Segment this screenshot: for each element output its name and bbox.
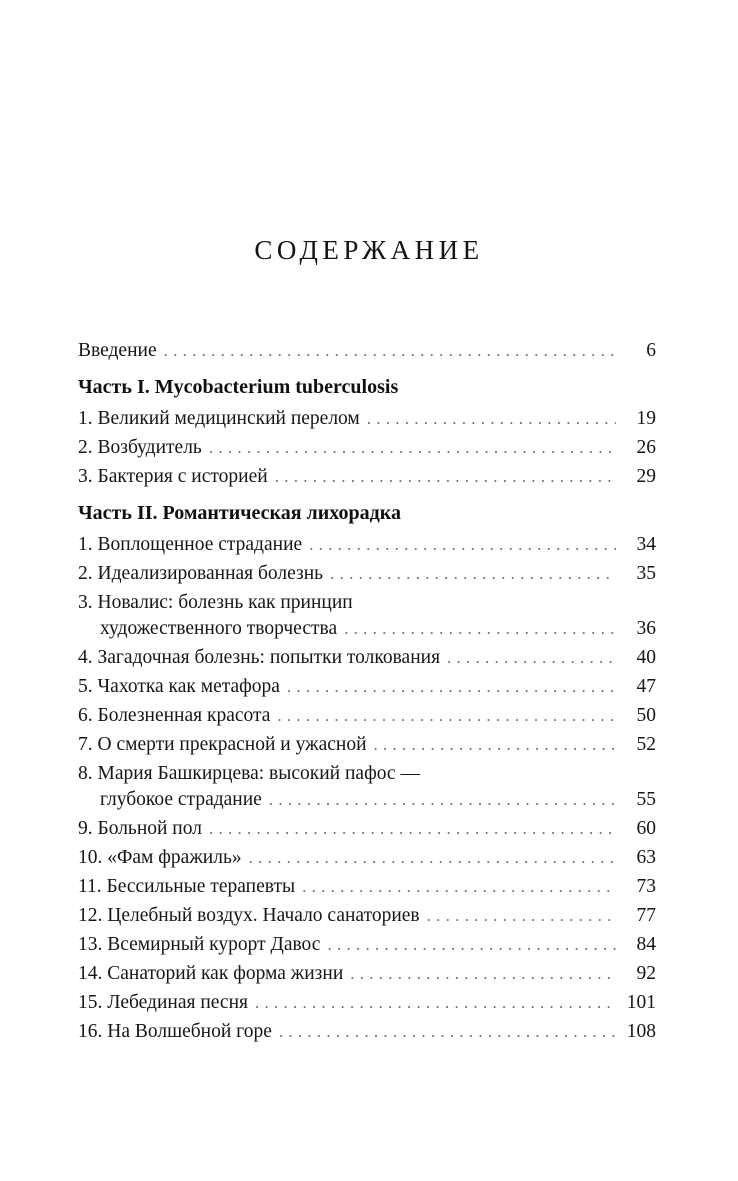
entry-page-number: 34 <box>636 533 656 555</box>
entry-page-number: 26 <box>636 436 656 458</box>
toc-entry <box>78 433 656 462</box>
toc-entry <box>78 530 656 559</box>
toc-entry <box>78 759 656 812</box>
dot-leader <box>344 617 616 641</box>
toc-entry <box>78 988 656 1017</box>
dot-leader <box>164 336 616 365</box>
entry-label: Целебный воздух. Начало санаториев <box>107 904 420 926</box>
table-of-contents <box>78 336 656 1046</box>
toc-entry-intro <box>78 336 656 365</box>
entry-label-continued: глубокое страдание <box>100 788 262 810</box>
entry-page-number: 19 <box>636 407 656 429</box>
entry-page-number: 52 <box>636 733 656 755</box>
dot-leader <box>367 404 616 433</box>
dot-leader <box>302 872 616 901</box>
entry-page-number: 50 <box>636 704 656 726</box>
entry-number: 13. <box>78 933 103 955</box>
entry-page-number: 63 <box>636 846 656 868</box>
dot-leader <box>279 1017 616 1046</box>
entry-label: Всемирный курорт Давос <box>107 933 321 955</box>
dot-leader <box>209 814 616 843</box>
entry-number: 6. <box>78 704 93 726</box>
entry-number: 8. <box>78 762 93 784</box>
entry-label: Чахотка как метафора <box>97 675 280 697</box>
entry-line-1 <box>78 588 656 617</box>
entry-page-number: 6 <box>646 339 656 361</box>
part-heading-2: Часть II. Романтическая лихорадка <box>78 501 401 524</box>
entry-number: 11. <box>78 875 102 897</box>
entry-label: Болезненная красота <box>97 704 271 726</box>
dot-leader <box>309 530 616 559</box>
toc-entry <box>78 814 656 843</box>
entry-page-number: 73 <box>636 875 656 897</box>
entry-label: Воплощенное страдание <box>97 533 303 555</box>
entry-label: Лебединая песня <box>107 991 248 1013</box>
entry-page-number: 40 <box>636 646 656 668</box>
entry-label: Введение <box>78 339 157 361</box>
entry-label: Великий медицинский перелом <box>97 407 360 429</box>
entry-label: Загадочная болезнь: попытки толкования <box>97 646 441 668</box>
dot-leader <box>327 930 616 959</box>
entry-page-number: 60 <box>636 817 656 839</box>
entry-number: 12. <box>78 904 103 926</box>
entry-page-number: 92 <box>636 962 656 984</box>
toc-entry <box>78 462 656 491</box>
dot-leader <box>350 959 616 988</box>
entry-number: 5. <box>78 675 93 697</box>
entry-label: Мария Башкирцева: высокий пафос — <box>97 762 420 784</box>
toc-entry <box>78 959 656 988</box>
entry-number: 3. <box>78 465 93 487</box>
entry-label: О смерти прекрасной и ужасной <box>97 733 367 755</box>
dot-leader <box>269 788 616 812</box>
toc-entry <box>78 730 656 759</box>
entry-label-continued: художественного творчества <box>100 617 338 639</box>
dot-leader <box>255 988 616 1017</box>
entry-label: «Фам фражиль» <box>107 846 242 868</box>
entry-number: 15. <box>78 991 103 1013</box>
entry-number: 3. <box>78 591 93 613</box>
entry-number: 2. <box>78 562 93 584</box>
dot-leader <box>275 462 616 491</box>
entry-number: 1. <box>78 533 93 555</box>
dot-leader <box>330 559 616 588</box>
entry-page-number: 84 <box>636 933 656 955</box>
entry-line-2 <box>100 617 656 641</box>
toc-entry <box>78 843 656 872</box>
entry-label: На Волшебной горе <box>107 1020 272 1042</box>
entry-label: Бактерия с историей <box>97 465 268 487</box>
entry-label: Идеализированная болезнь <box>97 562 324 584</box>
entry-number: 9. <box>78 817 93 839</box>
entry-page-number: 36 <box>636 617 656 639</box>
entry-page-number: 55 <box>636 788 656 810</box>
toc-entry <box>78 559 656 588</box>
toc-entry <box>78 588 656 641</box>
toc-entry <box>78 672 656 701</box>
entry-label: Возбудитель <box>97 436 202 458</box>
toc-entry <box>78 404 656 433</box>
entry-page-number: 47 <box>636 675 656 697</box>
dot-leader <box>287 672 616 701</box>
toc-entry <box>78 872 656 901</box>
entry-page-number: 108 <box>626 1020 656 1042</box>
entry-label: Больной пол <box>97 817 202 839</box>
dot-leader <box>277 701 616 730</box>
dot-leader <box>374 730 616 759</box>
entry-page-number: 35 <box>636 562 656 584</box>
entry-page-number: 29 <box>636 465 656 487</box>
entry-line-1 <box>78 759 656 788</box>
entry-number: 14. <box>78 962 103 984</box>
entry-label: Новалис: болезнь как принцип <box>97 591 353 613</box>
toc-entry <box>78 643 656 672</box>
entry-number: 10. <box>78 846 103 868</box>
toc-entry <box>78 930 656 959</box>
toc-entry <box>78 701 656 730</box>
entry-number: 1. <box>78 407 93 429</box>
dot-leader <box>447 643 616 672</box>
entry-label: Санаторий как форма жизни <box>107 962 344 984</box>
entry-number: 7. <box>78 733 93 755</box>
toc-title: СОДЕРЖАНИЕ <box>254 235 484 265</box>
dot-leader <box>427 901 616 930</box>
part-heading-1: Часть I. Mycobacterium tuberculosis <box>78 375 399 398</box>
entry-line-2 <box>100 788 656 812</box>
dot-leader <box>209 433 616 462</box>
entry-number: 16. <box>78 1020 103 1042</box>
entry-page-number: 77 <box>636 904 656 926</box>
toc-entry <box>78 1017 656 1046</box>
dot-leader <box>249 843 616 872</box>
entry-label: Бессильные терапевты <box>106 875 296 897</box>
entry-number: 2. <box>78 436 93 458</box>
toc-entry <box>78 901 656 930</box>
entry-number: 4. <box>78 646 93 668</box>
entry-page-number: 101 <box>626 991 656 1013</box>
